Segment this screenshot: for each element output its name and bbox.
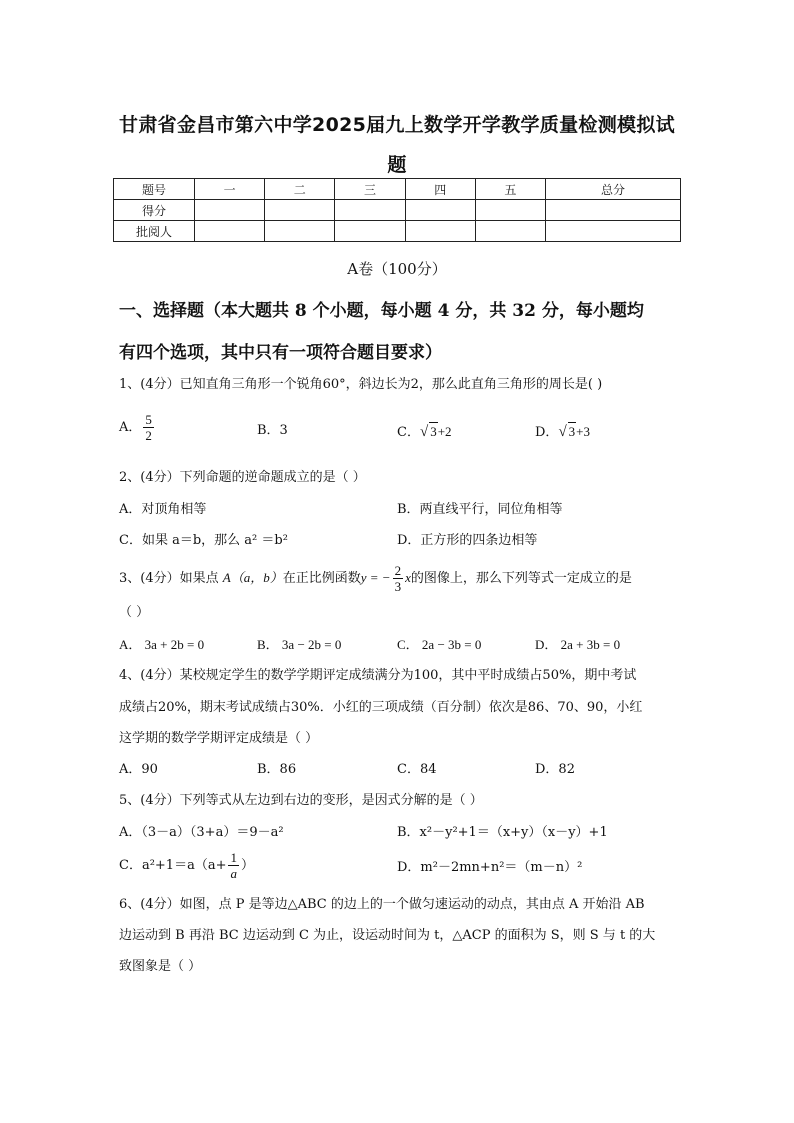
question-3-option-b: B． 3a − 2b = 0 — [257, 637, 342, 652]
question-1-option-b: B．3 — [257, 423, 288, 438]
option-text: ） — [240, 858, 254, 873]
section1-heading-line1: 一、选择题（本大题共 8 个小题，每小题 4 分，共 32 分，每小题均 — [119, 301, 644, 321]
question-3-option-d: D． 2a + 3b = 0 — [535, 637, 621, 652]
score-header-cell: 五 — [475, 179, 545, 200]
option-label: D． — [535, 425, 559, 440]
question-1-option-c — [397, 422, 452, 442]
question-3-stem — [119, 563, 632, 594]
score-header-cell: 三 — [335, 179, 405, 200]
question-1-option-d — [535, 422, 590, 442]
question-2-option-a: A．对顶角相等 — [119, 502, 207, 517]
question-2-stem: 2、(4分）下列命题的逆命题成立的是（ ） — [119, 470, 366, 485]
exam-title-line1: 甘肃省金昌市第六中学2025届九上数学开学教学质量检测模拟试 — [119, 114, 675, 136]
point-expression: A（a，b） — [222, 570, 283, 585]
score-cell — [335, 221, 405, 242]
question-1-option-a — [119, 412, 156, 443]
score-header-cell: 一 — [195, 179, 265, 200]
question-4-option-a: A．90 — [119, 762, 158, 777]
option-tail: +2 — [437, 424, 452, 439]
question-4-option-d: D．82 — [535, 762, 575, 777]
score-header-cell: 四 — [405, 179, 475, 200]
question-5-option-d: D．m²－2mn+n²＝（m－n）² — [397, 860, 583, 875]
option-tail: +3 — [576, 424, 591, 439]
question-4-line3: 这学期的数学学期评定成绩是（ ） — [119, 731, 319, 746]
section1-heading-line2: 有四个选项，其中只有一项符合题目要求） — [119, 343, 442, 363]
question-2-option-c: C．如果 a＝b，那么 a² ＝b² — [119, 533, 288, 548]
stem-text: 的图像上，那么下列等式一定成立的是 — [410, 571, 632, 586]
stem-text: 在正比例函数 — [282, 571, 361, 586]
score-cell — [335, 200, 405, 221]
function-rhs: x — [405, 570, 411, 585]
question-2-option-b: B．两直线平行，同位角相等 — [397, 502, 563, 517]
question-5-option-c — [119, 850, 254, 881]
score-cell — [195, 200, 265, 221]
question-4-option-b: B．86 — [257, 762, 297, 777]
question-3-option-a: A． 3a + 2b = 0 — [119, 637, 205, 652]
sqrt-icon: √ — [419, 424, 429, 440]
question-4-line2: 成绩占20%，期末考试成绩占30%．小红的三项成绩（百分制）依次是86、70、90，小红 — [119, 700, 643, 715]
exam-title-line2: 题 — [387, 154, 407, 176]
score-cell — [405, 221, 475, 242]
fraction — [228, 850, 239, 881]
question-5-option-a: A．（3－a）（3+a）＝9－a² — [119, 825, 284, 840]
score-table-row — [114, 200, 681, 221]
question-4-line1: 4、(4分）某校规定学生的数学学期评定成绩满分为100，其中平时成绩占50%，期中考试 — [119, 668, 637, 683]
score-header-cell: 题号 — [114, 179, 195, 200]
function-lhs: y = − — [360, 570, 391, 585]
question-1-stem: 1、(4分）已知直角三角形一个锐角60°，斜边长为2，那么此直角三角形的周长是( ) — [119, 377, 603, 392]
score-header-cell: 二 — [265, 179, 335, 200]
question-6-line3: 致图象是（ ） — [119, 959, 202, 974]
score-cell — [265, 221, 335, 242]
fraction-denominator: 3 — [394, 579, 402, 594]
sqrt-icon: √ — [558, 424, 567, 440]
fraction — [393, 563, 404, 594]
score-table — [113, 178, 681, 242]
score-header-cell: 总分 — [546, 179, 681, 200]
score-cell — [546, 221, 681, 242]
score-table-header-row — [114, 179, 681, 200]
fraction-denominator: 2 — [145, 428, 152, 443]
option-label: A． — [119, 420, 142, 435]
score-cell — [265, 200, 335, 221]
score-row-label: 批阅人 — [114, 221, 195, 242]
question-4-option-c: C．84 — [397, 762, 437, 777]
score-cell — [475, 200, 545, 221]
question-6-line1: 6、(4分）如图，点 P 是等边△ABC 的边上的一个做匀速运动的动点，其由点 A 开始沿 AB — [119, 897, 645, 912]
question-5-option-b: B．x²－y²+1＝（x+y）（x－y）+1 — [397, 825, 608, 840]
score-cell — [475, 221, 545, 242]
question-3-answer-paren: （ ） — [119, 605, 150, 620]
question-6-line2: 边运动到 B 再沿 BC 边运动到 C 为止，设运动时间为 t，△ACP 的面积为 S，则 S 与 t 的大 — [119, 928, 656, 943]
stem-text: 3、(4分）如果点 — [119, 571, 219, 586]
score-cell — [195, 221, 265, 242]
score-cell — [546, 200, 681, 221]
score-table-row — [114, 221, 681, 242]
fraction — [143, 412, 154, 443]
score-cell — [405, 200, 475, 221]
radicand: 3 — [568, 424, 576, 439]
question-3-option-c: C． 2a − 3b = 0 — [397, 637, 482, 652]
fraction-numerator: 1 — [230, 850, 237, 865]
fraction-denominator: a — [230, 866, 237, 881]
volume-heading: A卷（100分） — [347, 260, 447, 278]
score-row-label: 得分 — [114, 200, 195, 221]
question-5-stem: 5、(4分）下列等式从左边到右边的变形，是因式分解的是（ ） — [119, 793, 483, 808]
radicand: 3 — [430, 424, 437, 439]
option-label: C． — [397, 425, 420, 440]
fraction-numerator: 2 — [394, 563, 402, 578]
fraction-numerator: 5 — [145, 412, 152, 427]
option-text: C．a²+1＝a（a+ — [119, 858, 227, 873]
question-2-option-d: D．正方形的四条边相等 — [397, 533, 538, 548]
